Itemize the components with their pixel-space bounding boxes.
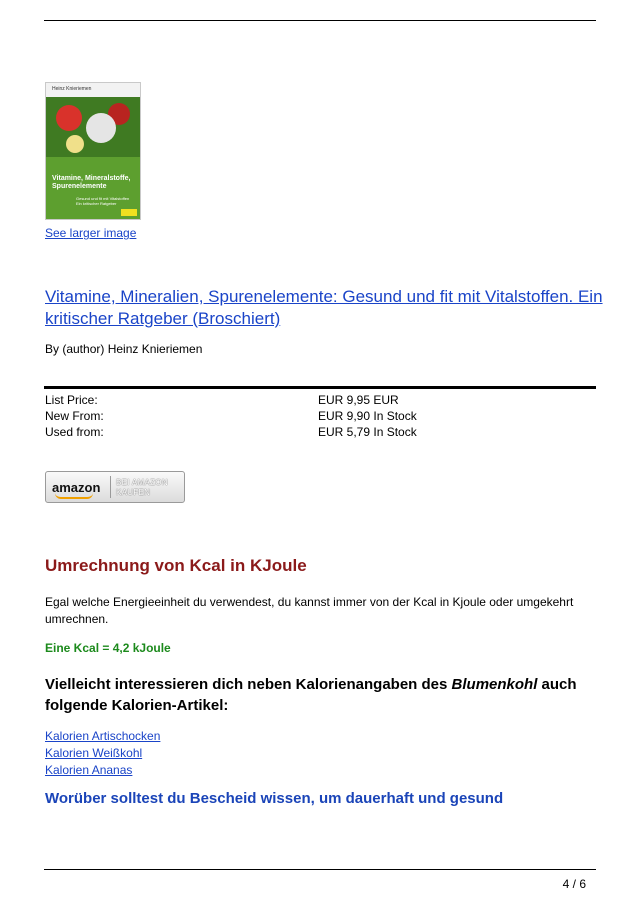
related-articles-heading bbox=[45, 674, 605, 716]
price-divider bbox=[44, 386, 596, 389]
cover-subtitle: Gesund und fit mit Vitalstoffen Ein kritischer Ratgeber bbox=[76, 196, 130, 206]
see-larger-image-link[interactable]: See larger image bbox=[45, 226, 137, 240]
cover-tomato bbox=[56, 105, 82, 131]
buy-button-label: BEI AMAZON KAUFEN bbox=[116, 478, 168, 497]
used-from-label: Used from: bbox=[45, 425, 104, 439]
cover-plate bbox=[86, 113, 116, 143]
amazon-smile-icon bbox=[55, 493, 93, 499]
book-title-link[interactable]: Vitamine, Mineralien, Spurenelemente: Gesund und fit mit Vitalstoffen. Ein kritischer Ratgeber (Broschiert) bbox=[45, 287, 603, 328]
cover-author: Heinz Knieriemen bbox=[52, 86, 92, 92]
link-kalorien-weisskohl[interactable]: Kalorien Weißkohl bbox=[45, 746, 143, 760]
bottom-rule bbox=[44, 869, 596, 870]
top-rule bbox=[44, 20, 596, 21]
cover-fruit bbox=[66, 135, 84, 153]
related-heading-emphasis: Blumenkohl bbox=[451, 676, 538, 693]
related-heading-part-2: auch folgende Kalorien-Artikel: bbox=[45, 676, 577, 714]
button-separator bbox=[110, 476, 111, 498]
new-from-label: New From: bbox=[45, 409, 104, 423]
list-price-label: List Price: bbox=[45, 393, 98, 407]
section-heading-kcal-conversion: Umrechnung von Kcal in KJoule bbox=[45, 556, 307, 575]
cover-author-band bbox=[46, 83, 140, 97]
book-cover-image[interactable] bbox=[45, 82, 141, 220]
conversion-formula: Eine Kcal = 4,2 kJoule bbox=[45, 641, 171, 655]
list-price-value: EUR 9,95 EUR bbox=[318, 393, 399, 407]
section-heading-knowledge: Worüber solltest du Bescheid wissen, um dauerhaft und gesund bbox=[45, 790, 504, 807]
page-number: 4 / 6 bbox=[562, 877, 586, 891]
new-from-value: EUR 9,90 In Stock bbox=[318, 409, 417, 423]
link-kalorien-artischocken[interactable]: Kalorien Artischocken bbox=[45, 729, 161, 743]
cover-title: Vitamine, Mineralstoffe, Spurenelemente bbox=[52, 175, 131, 190]
related-links-list bbox=[45, 728, 160, 779]
link-kalorien-ananas[interactable]: Kalorien Ananas bbox=[45, 763, 133, 777]
book-author: By (author) Heinz Knieriemen bbox=[45, 342, 203, 356]
used-from-value: EUR 5,79 In Stock bbox=[318, 425, 417, 439]
buy-at-amazon-button[interactable] bbox=[45, 471, 185, 503]
related-heading-part-1: Vielleicht interessieren dich neben Kalorienangaben des bbox=[45, 676, 452, 693]
publisher-logo bbox=[121, 209, 137, 216]
amazon-logo: amazon bbox=[52, 480, 101, 495]
conversion-paragraph: Egal welche Energieeinheit du verwendest, du kannst immer von der Kcal in Kjoule oder umgekehrt umrechnen. bbox=[45, 595, 574, 626]
